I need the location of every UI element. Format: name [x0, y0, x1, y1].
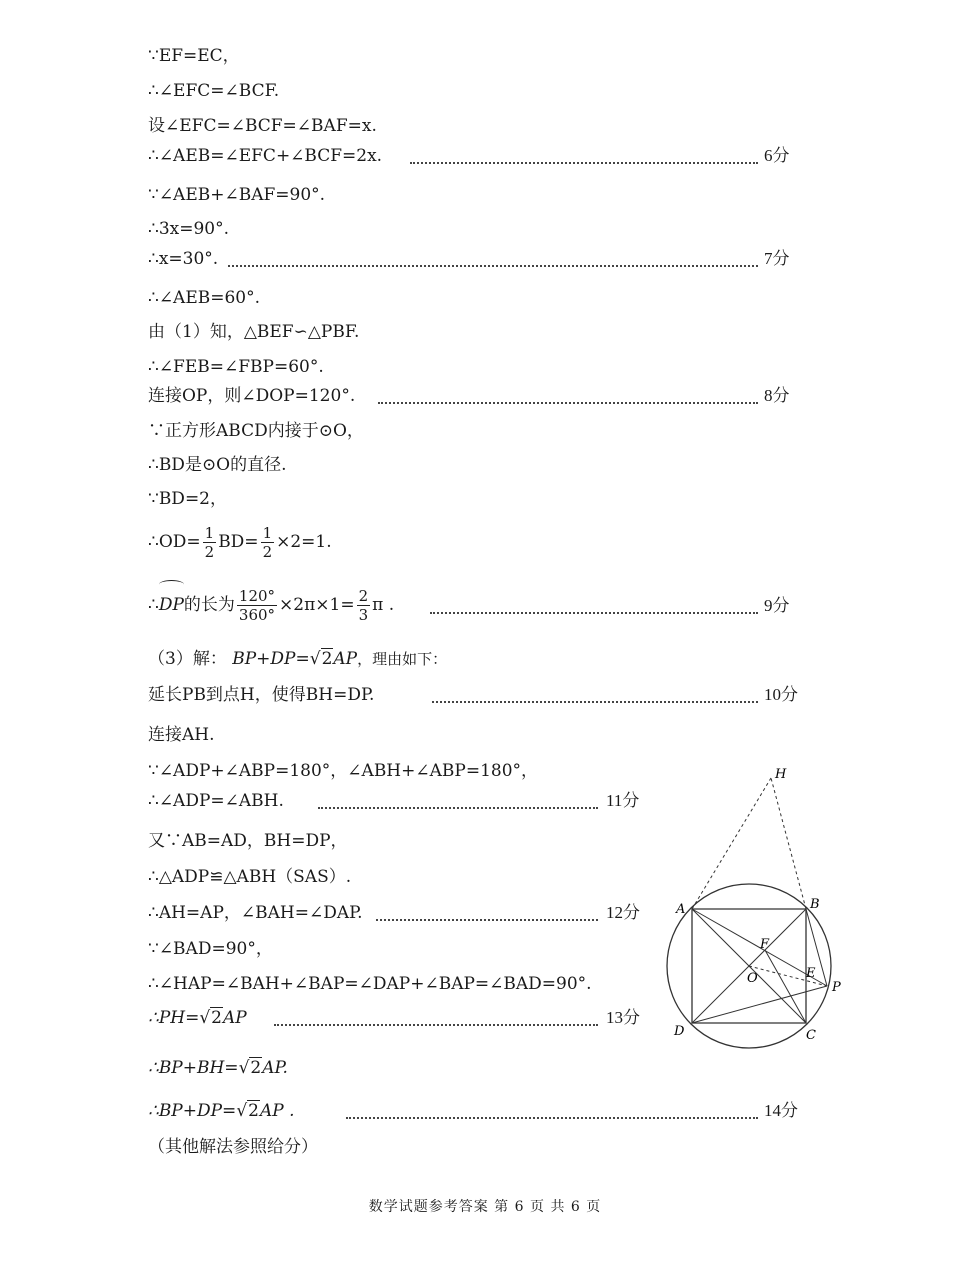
segment-bh-dashed	[771, 778, 806, 909]
text-segment: BP+DP=	[232, 649, 310, 669]
solution-line: ∴AH=AP，∠BAH=∠DAP.	[148, 903, 363, 923]
fraction	[357, 587, 371, 624]
fraction-denominator: 2	[262, 543, 273, 561]
score-label: 8分	[764, 386, 790, 405]
text-segment: ×2=1.	[276, 532, 332, 552]
label-f: F	[760, 937, 770, 952]
solution-line	[148, 1056, 288, 1080]
fraction-numerator: 1	[262, 524, 273, 542]
solution-line: ∴∠HAP=∠BAH+∠BAP=∠DAP+∠BAP=∠BAD=90°.	[148, 974, 592, 994]
solution-line: ∴BD是⊙O的直径.	[148, 455, 287, 475]
fraction-denominator: 2	[204, 543, 215, 561]
solution-line: 又∵AB=AD，BH=DP，	[148, 831, 348, 851]
text-segment: ∴BP+BH=	[148, 1058, 239, 1078]
label-o: O	[747, 971, 758, 986]
label-d: D	[674, 1024, 685, 1039]
solution-line: ∴△ADP≌△ABH（SAS）.	[148, 867, 352, 887]
dot-leader	[228, 265, 758, 267]
solution-line	[148, 1006, 247, 1030]
score-label: 14分	[764, 1101, 798, 1120]
dot-leader	[430, 612, 758, 614]
sqrt-expression: √2	[309, 649, 333, 669]
text-segment: ∴OD=	[148, 532, 201, 552]
solution-line: ∵∠BAD=90°，	[148, 939, 273, 959]
dot-leader	[376, 919, 598, 921]
sqrt-expression: √2	[236, 1101, 259, 1121]
dot-leader	[432, 701, 758, 703]
solution-line: 设∠EFC=∠BCF=∠BAF=x.	[148, 116, 377, 136]
solution-line	[148, 1099, 295, 1123]
solution-line: 连接AH.	[148, 725, 215, 745]
fraction-denominator: 3	[358, 606, 369, 624]
sqrt-expression: √2	[199, 1008, 222, 1028]
solution-line: 由（1）知，△BEF∽△PBF.	[148, 322, 360, 342]
segment-dp	[692, 986, 827, 1023]
text-segment: BD=	[218, 532, 259, 552]
text-segment: AP	[333, 649, 358, 669]
text-segment: ∴BP+DP=	[148, 1101, 237, 1121]
score-label: 7分	[764, 249, 790, 268]
dot-leader	[378, 402, 758, 404]
score-label: 12分	[606, 903, 640, 922]
geometry-figure	[655, 755, 855, 1065]
solution-line: ∵∠ADP+∠ABP=180°，∠ABH+∠ABP=180°，	[148, 761, 539, 781]
fraction-numerator: 120°	[238, 587, 276, 605]
label-a: A	[676, 902, 686, 917]
radicand: 2	[250, 1058, 262, 1078]
arc-dp: DP	[159, 583, 184, 627]
solution-line: ∴∠AEB=60°.	[148, 288, 261, 308]
radicand: 2	[211, 1008, 222, 1028]
dot-leader	[274, 1024, 598, 1026]
text-segment: ∴	[148, 595, 159, 615]
label-p: P	[832, 980, 841, 995]
solution-line: ∴∠AEB=∠EFC+∠BCF=2x.	[148, 146, 383, 166]
label-e: E	[806, 966, 816, 981]
segment-fc	[765, 950, 806, 1023]
sqrt-expression: √2	[238, 1058, 262, 1078]
fraction-numerator: 2	[358, 587, 369, 605]
score-label: 9分	[764, 596, 790, 615]
score-label: 13分	[606, 1008, 640, 1027]
segment-ah-dashed	[692, 778, 771, 909]
fraction-denominator: 360°	[238, 606, 276, 624]
fraction	[237, 587, 277, 624]
dot-leader	[318, 807, 598, 809]
radicand: 2	[248, 1101, 259, 1121]
text-segment: AP	[223, 1008, 247, 1028]
text-segment: ∴PH=	[148, 1008, 200, 1028]
solution-note: （其他解法参照给分）	[148, 1137, 318, 1157]
solution-line	[148, 647, 447, 671]
text-segment: ×2π×1=	[279, 595, 355, 615]
radicand: 2	[321, 649, 333, 669]
text-segment: AP .	[259, 1101, 295, 1121]
solution-line-od	[148, 522, 332, 562]
solution-line: ∵正方形ABCD内接于⊙O，	[148, 421, 364, 441]
text-segment: （3）解：	[148, 649, 227, 669]
fraction	[203, 524, 217, 561]
solution-line: ∴∠EFC=∠BCF.	[148, 81, 280, 101]
solution-line: ∵BD=2，	[148, 489, 227, 509]
text-segment: ，理由如下：	[357, 650, 448, 668]
solution-line: ∵∠AEB+∠BAF=90°.	[148, 185, 326, 205]
dot-leader	[410, 162, 758, 164]
label-c: C	[806, 1028, 816, 1043]
solution-line-arc	[148, 583, 394, 627]
solution-line: ∵EF=EC，	[148, 46, 240, 66]
text-segment: 的长为	[183, 595, 235, 615]
page-footer: 数学试题参考答案 第 6 页 共 6 页	[368, 1199, 602, 1215]
solution-line: 连接OP，则∠DOP=120°.	[148, 386, 356, 406]
score-label: 10分	[764, 685, 798, 704]
solution-line: ∴x=30°.	[148, 249, 219, 269]
score-label: 11分	[606, 791, 640, 810]
score-label: 6分	[764, 146, 790, 165]
label-h: H	[775, 767, 787, 782]
fraction	[261, 524, 275, 561]
solution-line: ∴3x=90°.	[148, 219, 229, 239]
text-segment: π .	[372, 595, 395, 615]
solution-line: 延长PB到点H，使得BH=DP.	[148, 685, 375, 705]
dot-leader	[346, 1117, 758, 1119]
solution-line: ∴∠FEB=∠FBP=60°.	[148, 357, 324, 377]
solution-line: ∴∠ADP=∠ABH.	[148, 791, 284, 811]
fraction-numerator: 1	[204, 524, 215, 542]
label-b: B	[810, 897, 820, 912]
text-segment: AP.	[262, 1058, 288, 1078]
